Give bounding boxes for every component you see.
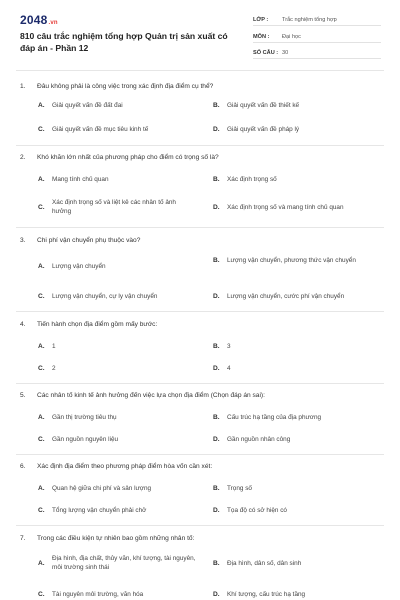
option-text: Xác định trọng số và mang tính chủ quan	[227, 204, 344, 211]
document-header	[0, 0, 400, 68]
question-5	[20, 391, 385, 443]
option-letter: C.	[38, 365, 45, 372]
question-stem: Các nhân tố kinh tế ảnh hưởng đến việc lựa chọn địa điểm (Chọn đáp án sai):	[37, 392, 265, 399]
option-a[interactable]	[38, 484, 188, 493]
option-letter: C.	[38, 591, 45, 598]
question-number: 4.	[20, 321, 26, 328]
option-b[interactable]	[213, 559, 385, 568]
option-letter: D.	[213, 507, 220, 514]
meta-value: 30	[282, 50, 289, 56]
meta-row-class	[253, 13, 381, 26]
question-text	[20, 462, 385, 471]
meta-label: MÔN :	[253, 33, 270, 40]
option-text: Giải quyết vấn đề thiết kế	[227, 102, 300, 109]
option-letter: A.	[38, 102, 45, 109]
meta-row-subject	[253, 30, 381, 43]
option-row	[20, 413, 385, 423]
option-d[interactable]	[213, 292, 385, 301]
option-text: Mang tính chủ quan	[52, 176, 109, 183]
question-number: 6.	[20, 463, 26, 470]
option-letter: D.	[213, 591, 220, 598]
option-text: Giải quyết vấn đề đất đai	[52, 102, 123, 109]
header-divider	[16, 70, 384, 71]
option-text: Lượng vận chuyển	[52, 263, 106, 270]
option-text: Lượng vận chuyển, cự ly vận chuyển	[52, 293, 158, 300]
option-a[interactable]	[38, 342, 188, 351]
option-letter: C.	[38, 203, 45, 211]
option-d[interactable]	[213, 364, 385, 373]
option-text: Địa hình, dân số, dân sinh	[227, 560, 302, 567]
meta-label: LỚP :	[253, 17, 269, 23]
option-a[interactable]	[38, 413, 188, 422]
question-number: 2.	[20, 154, 26, 161]
option-b[interactable]	[213, 175, 385, 184]
question-divider	[16, 525, 384, 526]
question-text	[20, 320, 385, 329]
meta-label: SỐ CÂU :	[253, 50, 279, 56]
meta-value: Đại học	[282, 33, 301, 40]
option-text: Gần nguồn nhân công	[227, 436, 291, 443]
option-c[interactable]	[38, 292, 188, 301]
option-row	[20, 342, 385, 352]
option-letter: A.	[38, 343, 45, 350]
option-text: Gần thị trường tiêu thụ	[52, 414, 117, 421]
question-stem: Xác định địa điểm theo phương pháp điểm hòa vốn cần xét:	[37, 463, 213, 470]
option-letter: B.	[213, 176, 220, 183]
option-a[interactable]	[38, 262, 188, 271]
option-c[interactable]	[38, 364, 188, 373]
option-b[interactable]	[213, 101, 385, 110]
question-text	[20, 391, 385, 400]
question-stem: Tiến hành chọn địa điểm gồm mấy bước:	[37, 321, 158, 328]
document-title: 810 câu trắc nghiệm tổng hợp Quản trị sản xuất có đáp án - Phần 12	[20, 31, 228, 53]
option-row	[20, 198, 385, 218]
option-c[interactable]	[38, 198, 198, 216]
option-letter: D.	[213, 293, 220, 300]
option-text: Giải quyết vấn đề mục tiêu kinh tế	[52, 126, 149, 133]
option-text: Khí tượng, cấu trúc hạ tầng	[227, 591, 306, 598]
option-row	[20, 590, 385, 600]
option-letter: C.	[38, 507, 45, 514]
option-row	[20, 125, 385, 135]
question-7	[20, 534, 385, 598]
option-letter: B.	[213, 414, 220, 421]
question-number: 1.	[20, 83, 26, 90]
option-d[interactable]	[213, 435, 385, 444]
question-divider	[16, 145, 384, 146]
question-text	[20, 534, 385, 543]
option-b[interactable]	[213, 342, 385, 351]
option-letter: D.	[213, 365, 220, 372]
option-letter: A.	[38, 414, 45, 421]
option-letter: A.	[38, 559, 45, 567]
option-text: Gần nguồn nguyên liệu	[52, 436, 119, 443]
option-letter: C.	[38, 293, 45, 300]
option-text: 3	[227, 343, 231, 350]
question-divider	[16, 383, 384, 384]
question-text	[20, 153, 385, 162]
option-a[interactable]	[38, 554, 203, 572]
option-text: Địa hình, địa chất, thủy văn, khí tượng, tài nguyên, môi trường sinh thái	[52, 555, 196, 571]
option-row	[20, 175, 385, 185]
option-text: Tọa độ có sở hiện có	[227, 507, 287, 514]
option-c[interactable]	[38, 590, 188, 599]
option-d[interactable]	[213, 125, 385, 134]
option-letter: B.	[213, 485, 220, 492]
option-d[interactable]	[213, 506, 385, 515]
document-meta	[253, 13, 381, 63]
option-a[interactable]	[38, 175, 188, 184]
question-stem: Trong các điều kiện tự nhiên bao gồm những nhân tố:	[37, 535, 195, 542]
option-letter: C.	[38, 126, 45, 133]
option-letter: D.	[213, 204, 220, 211]
option-a[interactable]	[38, 101, 188, 110]
question-text	[20, 236, 385, 245]
option-row	[20, 292, 385, 302]
question-number: 3.	[20, 237, 26, 244]
logo-suffix-text: .vn	[48, 20, 58, 26]
option-row	[20, 506, 385, 516]
option-text: Giải quyết vấn đề pháp lý	[227, 126, 300, 133]
question-6	[20, 462, 385, 514]
question-divider	[16, 227, 384, 228]
option-text: Xác định trọng số và liệt kê các nhân tố ảnh hưởng	[52, 199, 176, 215]
option-row	[20, 554, 385, 574]
option-letter: D.	[213, 436, 220, 443]
option-text: 1	[52, 343, 56, 350]
option-letter: A.	[38, 176, 45, 183]
option-c[interactable]	[38, 435, 188, 444]
meta-value: Trắc nghiệm tổng hợp	[282, 17, 337, 23]
question-4	[20, 320, 385, 372]
option-letter: B.	[213, 257, 220, 264]
question-number: 5.	[20, 392, 26, 399]
question-divider	[16, 311, 384, 312]
option-text: Xác định trọng số	[227, 176, 277, 183]
option-row	[20, 364, 385, 374]
question-text	[20, 82, 385, 91]
option-letter: D.	[213, 126, 220, 133]
option-row	[20, 101, 385, 111]
question-stem: Khó khăn lớn nhất của phương pháp cho điểm có trọng số là?	[37, 154, 219, 161]
option-text: Trọng số	[227, 485, 252, 492]
option-letter: B.	[213, 343, 220, 350]
option-text: Cấu trúc hạ tầng của địa phương	[227, 414, 322, 421]
logo-main-text: 2048	[20, 13, 48, 27]
option-letter: A.	[38, 263, 45, 270]
question-number: 7.	[20, 535, 26, 542]
option-letter: A.	[38, 485, 45, 492]
question-2	[20, 153, 385, 215]
option-b[interactable]	[213, 256, 385, 265]
option-letter: C.	[38, 436, 45, 443]
option-text: Quan hệ giữa chi phí và sản lượng	[52, 485, 152, 492]
meta-row-count	[253, 46, 381, 59]
option-d[interactable]	[213, 590, 385, 599]
option-text: 4	[227, 365, 231, 372]
option-c[interactable]	[38, 506, 188, 515]
option-row	[20, 435, 385, 445]
option-row	[20, 484, 385, 494]
option-letter: B.	[213, 102, 220, 109]
option-text: Lượng vận chuyển, cước phí vận chuyển	[227, 293, 345, 300]
option-b[interactable]	[213, 484, 385, 493]
option-d[interactable]	[213, 203, 385, 212]
option-text: Lượng vận chuyển, phương thức vận chuyển	[227, 257, 356, 264]
question-stem: Chi phí vận chuyển phụ thuộc vào?	[37, 237, 141, 244]
option-text: Tổng lượng vận chuyển phải chở	[52, 507, 147, 514]
site-logo[interactable]	[20, 13, 58, 27]
option-row	[20, 256, 385, 276]
option-b[interactable]	[213, 413, 385, 422]
option-text: Tài nguyên môi trường, văn hóa	[52, 591, 144, 598]
option-letter: B.	[213, 560, 220, 567]
option-text: 2	[52, 365, 56, 372]
question-stem: Đâu không phải là công việc trong xác định địa điểm cụ thể?	[37, 83, 214, 90]
question-3	[20, 236, 385, 300]
option-c[interactable]	[38, 125, 188, 134]
question-1	[20, 82, 385, 133]
question-divider	[16, 454, 384, 455]
